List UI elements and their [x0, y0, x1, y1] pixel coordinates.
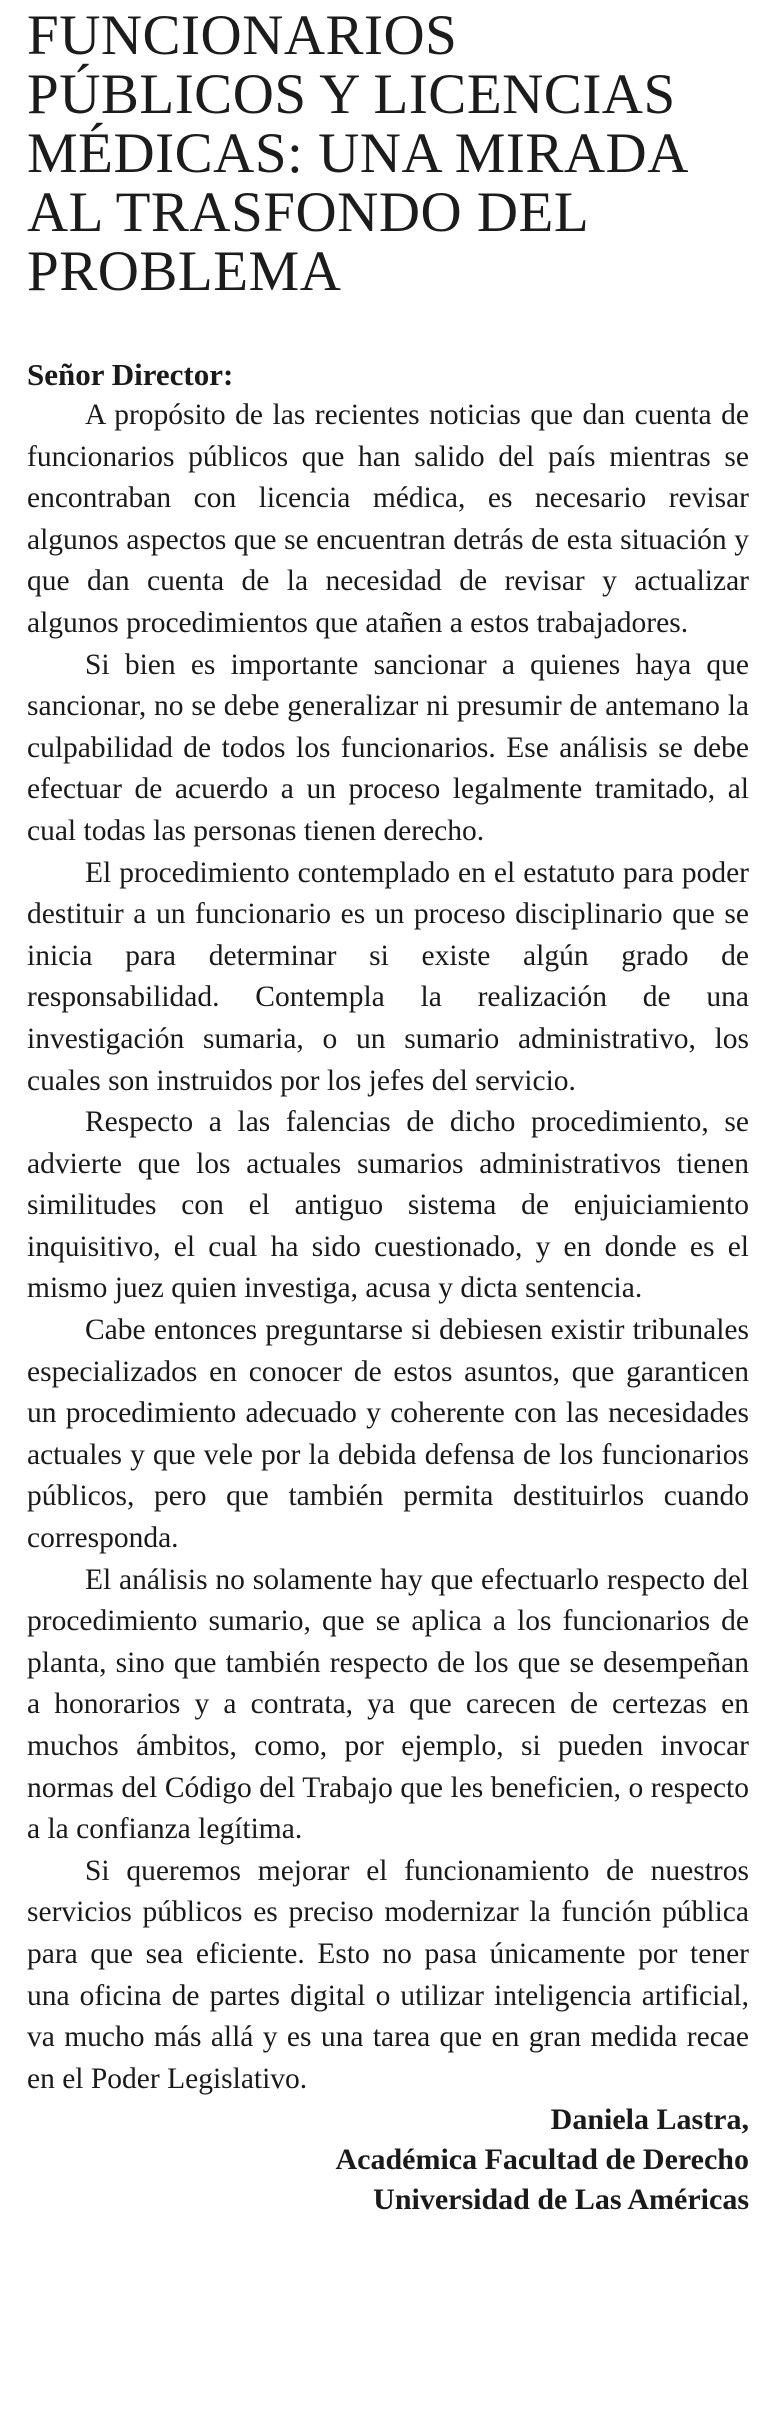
paragraph: El análisis no solamente hay que efectuarlo respecto del procedimiento sumario, que se aplica a los funcionarios de planta, sino que también respecto de los que se desempeñan a honorarios y a contrata, ya que carecen de certezas en muchos ámbitos, como, por ejemplo, si pueden invocar normas del Código del Trabajo que les beneficien, o respecto a la confianza legítima. [27, 1563, 749, 1846]
headline [27, 0, 749, 301]
paragraph: Si queremos mejorar el funcionamiento de nuestros servicios públicos es preciso modernizar la función pública para que sea eficiente. Esto no pasa únicamente por tener una oficina de partes digital o utilizar inteligencia artificial, va mucho más allá y es una tarea que en gran medida recae en el Poder Legislativo. [27, 1854, 749, 2095]
letter-article [27, 0, 749, 2220]
author-name: Daniela Lastra, [550, 2103, 749, 2137]
headline-line: PÚBLICOS Y LICENCIAS [27, 63, 676, 126]
paragraph: El procedimiento contemplado en el estatuto para poder destituir a un funcionario es un proceso disciplinario que se inicia para determinar si existe algún grado de responsabilidad. Contempla la realización de una investigación sumaria, o un sumario administrativo, los cuales son instruidos por los jefes del servicio. [27, 856, 749, 1097]
signature-block [27, 2100, 749, 2220]
headline-line: MÉDICAS: UNA MIRADA [27, 122, 689, 185]
headline-line: AL TRASFONDO DEL [27, 181, 590, 244]
headline-line: PROBLEMA [27, 240, 342, 303]
paragraph: Respecto a las falencias de dicho procedimiento, se advierte que los actuales sumarios administrativos tienen similitudes con el antiguo sistema de enjuiciamiento inquisitivo, el cual ha sido cuestionado, y en donde es el mismo juez quien investiga, acusa y dicta sentencia. [27, 1106, 749, 1305]
author-institution: Universidad de Las Américas [373, 2183, 749, 2217]
paragraph: Cabe entonces preguntarse si debiesen existir tribunales especializados en conocer de estos asuntos, que garanticen un procedimiento adecuado y coherente con las necesidades actuales y que vele por la debida defensa de los funcionarios públicos, pero que también permita destituirlos cuando corresponda. [27, 1314, 749, 1555]
headline-line: FUNCIONARIOS [27, 4, 458, 67]
paragraph: A propósito de las recientes noticias que dan cuenta de funcionarios públicos que han salido del país mientras se encontraban con licencia médica, es necesario revisar algunos aspectos que se encuentran detrás de esta situación y que dan cuenta de la necesidad de revisar y actualizar algunos procedimientos que atañen a estos trabajadores. [27, 399, 749, 639]
letter-body [27, 395, 749, 2100]
salutation: Señor Director: [27, 357, 234, 392]
paragraph: Si bien es importante sancionar a quienes haya que sancionar, no se debe generalizar ni presumir de antemano la culpabilidad de todos los funcionarios. Ese análisis se debe efectuar de acuerdo a un proceso legalmente tramitado, al cual todas las personas tienen derecho. [27, 648, 749, 847]
author-role: Académica Facultad de Derecho [335, 2143, 749, 2177]
